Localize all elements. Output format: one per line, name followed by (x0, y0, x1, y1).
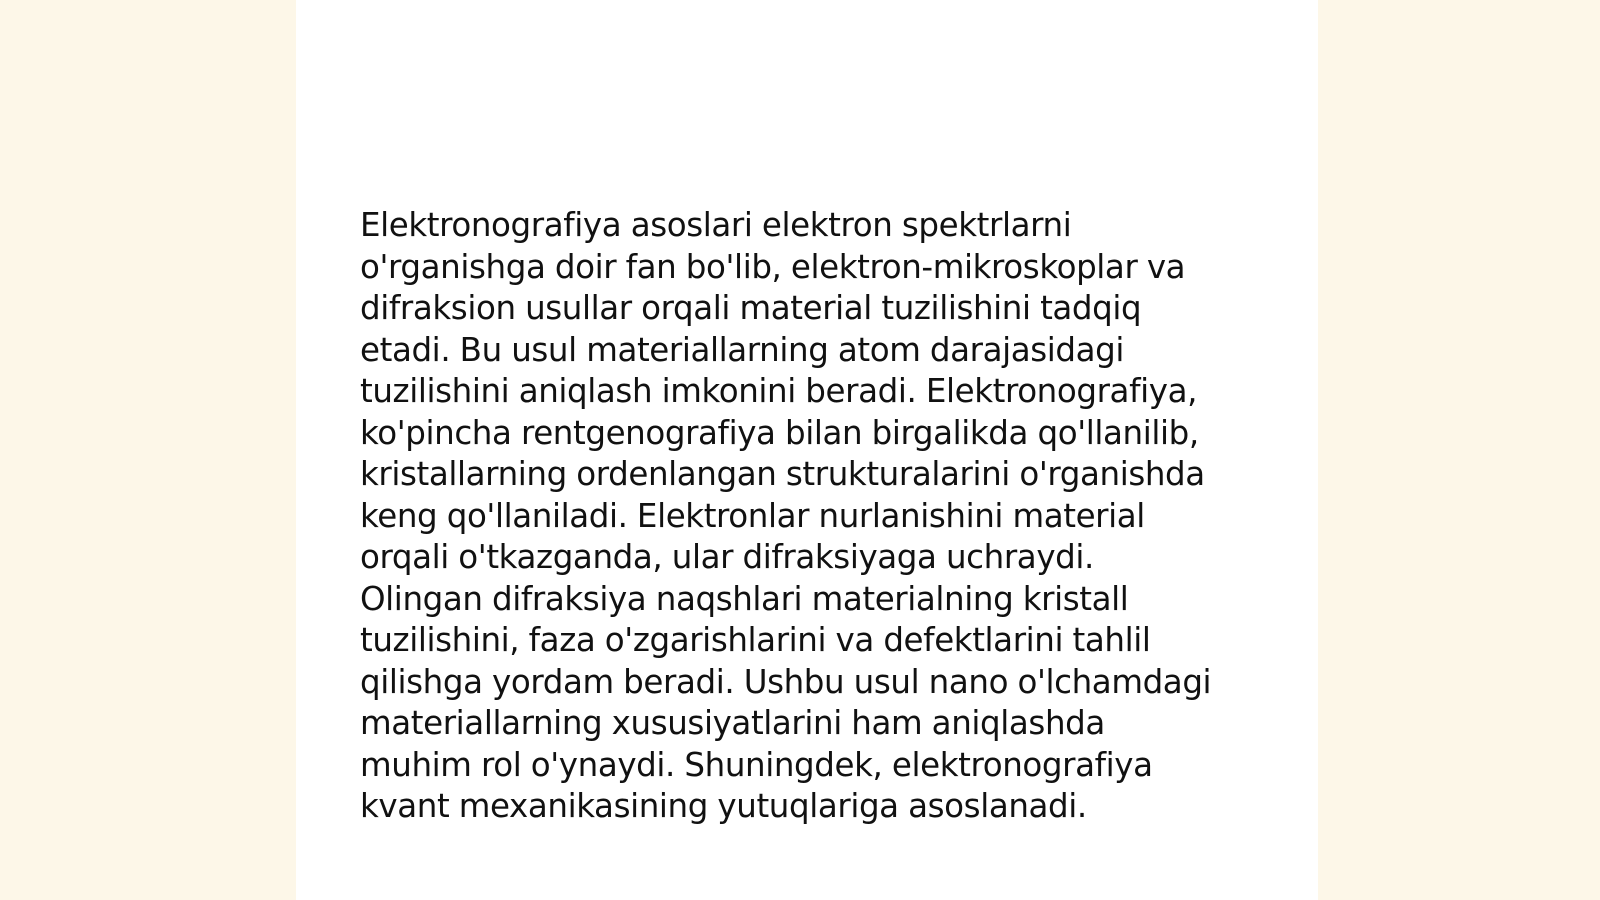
paragraph-line: Olingan difraksiya naqshlari materialning kristall (360, 579, 1129, 618)
paragraph-line: materiallarning xususiyatlarini ham aniqlashda (360, 704, 1105, 742)
paragraph-line: etadi. Bu usul materiallarning atom darajasidagi (360, 330, 1125, 369)
paragraph-line: orqali o'tkazganda, ular difraksiyaga uchraydi. (360, 538, 1094, 576)
body-paragraph (360, 205, 1240, 828)
document-page (296, 0, 1318, 900)
paragraph-line: Elektronografiya asoslari elektron spektrlarni (360, 206, 1072, 244)
paragraph-line: o'rganishga doir fan bo'lib, elektron-mikroskoplar va (360, 247, 1186, 286)
paragraph-line: tuzilishini, faza o'zgarishlarini va defektlarini tahlil (360, 621, 1151, 659)
paragraph-line: muhim rol o'ynaydi. Shuningdek, elektronografiya (360, 745, 1153, 784)
paragraph-line: kvant mexanikasining yutuqlariga asoslanadi. (360, 787, 1087, 825)
paragraph-line: ko'pincha rentgenografiya bilan birgalikda qo'llanilib, (360, 413, 1199, 452)
paragraph-line: tuzilishini aniqlash imkonini beradi. Elektronografiya, (360, 372, 1198, 410)
paragraph-line: keng qo'llaniladi. Elektronlar nurlanishini material (360, 496, 1145, 535)
paragraph-line: qilishga yordam beradi. Ushbu usul nano o'lchamdagi (360, 662, 1212, 701)
paragraph-line: kristallarning ordenlangan strukturalarini o'rganishda (360, 455, 1205, 493)
paragraph-line: difraksion usullar orqali material tuzilishini tadqiq (360, 289, 1142, 327)
